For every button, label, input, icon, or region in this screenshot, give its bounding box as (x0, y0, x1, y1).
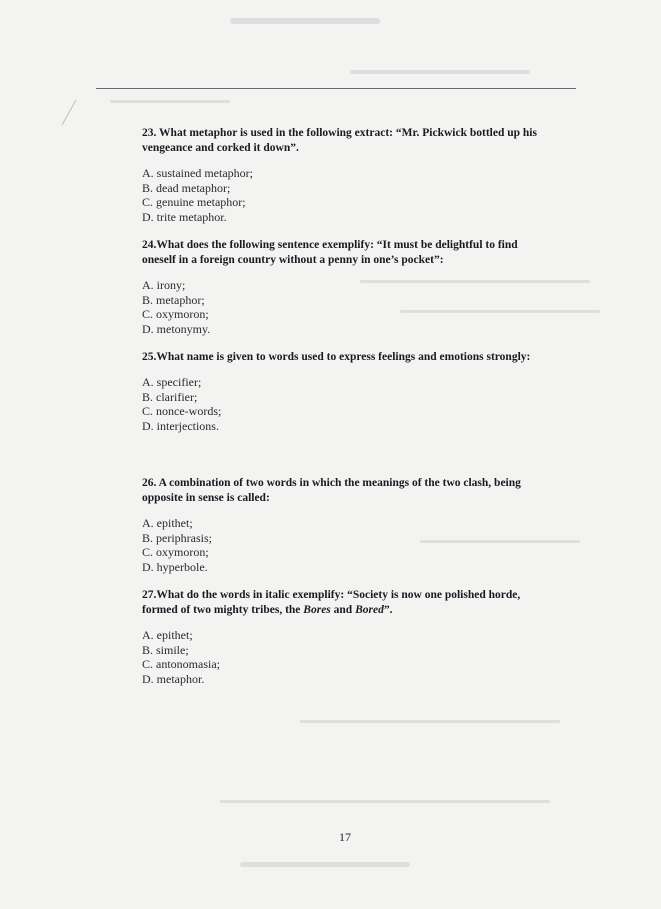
question-24 (142, 238, 542, 336)
option-a: A. epithet; (142, 628, 193, 642)
option-c: C. antonomasia; (142, 657, 220, 671)
question-text: 23. What metaphor is used in the following extract: “Mr. Pickwick bottled up his vengeance and corked it down”. (142, 127, 537, 154)
question-text: 24.What does the following sentence exemplify: “It must be delightful to find oneself in a foreign country without a penny in one’s pocket”: (142, 239, 518, 266)
option-a: A. irony; (142, 278, 186, 292)
italic-word-bores: Bores (303, 604, 331, 616)
answer-options (142, 278, 542, 336)
option-a: A. epithet; (142, 516, 193, 530)
option-d: D. hyperbole. (142, 559, 208, 574)
answer-options (142, 628, 542, 686)
option-b: B. simile; (142, 642, 189, 657)
question-27 (142, 588, 542, 686)
question-text-middle: and (330, 604, 356, 616)
question-text (142, 588, 542, 618)
question-text-end: ”. (383, 604, 393, 616)
option-b: B. metaphor; (142, 292, 205, 307)
option-b: B. clarifier; (142, 389, 198, 404)
option-c: C. oxymoron; (142, 307, 209, 321)
option-a: A. sustained metaphor; (142, 166, 253, 180)
option-d: D. metaphor. (142, 671, 205, 686)
answer-options (142, 516, 542, 574)
option-d: D. trite metaphor. (142, 209, 227, 224)
option-c: C. nonce-words; (142, 404, 222, 418)
option-a: A. specifier; (142, 375, 202, 389)
answer-options (142, 375, 530, 433)
answer-options (142, 166, 542, 224)
question-23 (142, 126, 542, 224)
page-number: 17 (339, 830, 351, 844)
question-text: 26. A combination of two words in which the meanings of the two clash, being opposite in sense is called: (142, 477, 521, 504)
question-text: 25.What name is given to words used to express feelings and emotions strongly: (142, 351, 531, 363)
option-c: C. oxymoron; (142, 545, 209, 559)
option-b: B. dead metaphor; (142, 180, 231, 195)
question-25 (142, 350, 530, 433)
option-d: D. metonymy. (142, 321, 211, 336)
option-c: C. genuine metaphor; (142, 195, 246, 209)
option-b: B. periphrasis; (142, 530, 212, 545)
option-d: D. interjections. (142, 418, 219, 433)
header-rule (96, 88, 576, 89)
question-26 (142, 476, 542, 574)
italic-word-bored: Bored (355, 604, 384, 616)
question-text-start: 27.What do the words in italic exemplify: “Society is now one polished horde, formed of two mighty tribes, the (142, 589, 521, 616)
